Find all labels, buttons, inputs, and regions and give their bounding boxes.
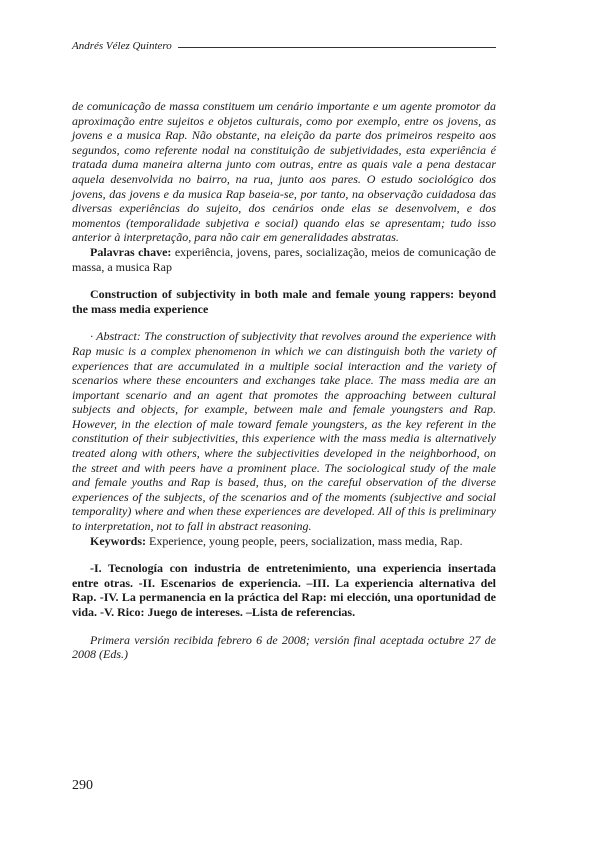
keywords-en-paragraph xyxy=(72,534,496,549)
keywords-en-text: Experience, young people, peers, socialization, mass media, Rap. xyxy=(146,533,463,548)
running-head-author: Andrés Vélez Quintero xyxy=(72,40,172,52)
resumo-paragraph: de comunicação de massa constituem um cenário importante e um agente promotor da aproximação entre sujeitos e objetos culturais, como por exemplo, entre os jovens, as jovens e a musica Rap. Não obstante, na eleição da parte dos primeiros respeito aos segundos, como referente nodal na constituição de subjetividades, esta experiência é tratada duma maneira alterna junto com outras, entre as quais vale a pena destacar aquela desenvolvida no bairro, na rua, junto aos pares. O estudo sociológico dos jovens, das jovens e da musica Rap baseia-se, por tanto, na observação cuidadosa das diversas experiências do sujeito, dos cenários onde elas se desenvolvem, e dos momentos (temporalidade subjetiva e social) quando elas se apresentam; tudo isso anterior à interpretação, para não cair em generalidades abstratas. xyxy=(72,99,496,245)
running-head-rule xyxy=(178,47,496,48)
keywords-en-label: Keywords: xyxy=(90,533,146,548)
received-note: Primera versión recibida febrero 6 de 2008; versión final aceptada octubre 27 de 2008 (Eds.) xyxy=(72,632,496,662)
table-of-contents: -I. Tecnología con industria de entretenimiento, una experiencia insertada entre otras. -II. Escenarios de experiencia. –III. La experiencia alternativa del Rap. -IV. La permanencia en la práctica del Rap: mi elección, una oportunidad de vida. -V. Rico: Juego de intereses. –Lista de referencias. xyxy=(72,561,496,619)
page-number: 290 xyxy=(72,778,93,793)
keywords-pt-label: Palavras chave: xyxy=(90,244,172,259)
running-head xyxy=(72,40,496,52)
keywords-pt-paragraph xyxy=(72,245,496,274)
page-body xyxy=(72,99,496,662)
keywords-pt-text: experiência, jovens, pares, socialização, meios de comunicação de massa, a musica Rap xyxy=(72,244,497,274)
abstract-paragraph: · Abstract: The construction of subjectivity that revolves around the experience with Rap music is a complex phenomenon in which we can distinguish both the variety of experiences that are accumulated in a multiple social interaction and the variety of scenarios where these encounters and exchanges take place. The mass media are an important scenario and an agent that promotes the approaching between cultural subjects and objects, for example, between male and female youngsters and Rap. However, in the election of male toward female youngsters, as the key referent in the constitution of their subjectivities, this experience with the mass media is alternatively treated along with others, where the subjectivities developed in the neighborhood, on the street and with peers have a prominent place. The sociological study of the male and female youths and Rap is based, thus, on the careful observation of the diverse experiences of the subjects, of the scenarios and of the moments (subjective and social temporality) where and when these experiences are developed. All of this is preliminary to interpretation, not to fall in abstract reasoning. xyxy=(72,329,496,534)
english-title: Construction of subjectivity in both male and female young rappers: beyond the mass media experience xyxy=(72,287,496,316)
